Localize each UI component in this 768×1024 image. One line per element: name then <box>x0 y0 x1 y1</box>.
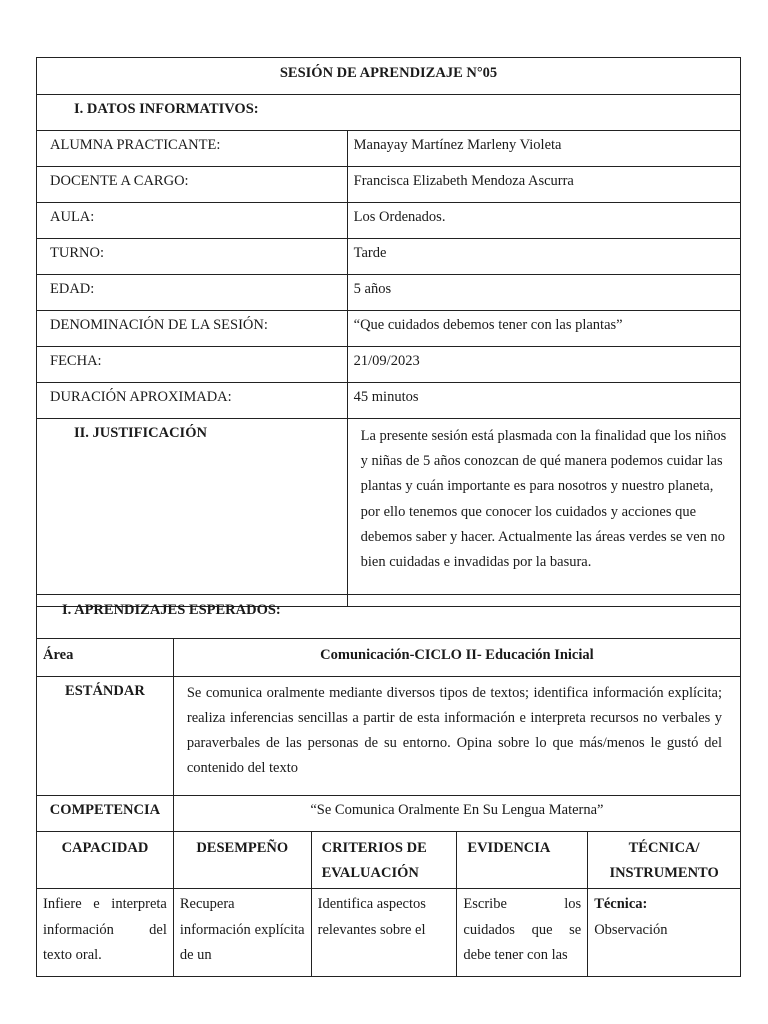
capacidad-cell: Infiere e interpreta información del texto oral. <box>37 889 174 977</box>
info-row <box>37 347 741 383</box>
col-desempeno: DESEMPEÑO <box>173 832 311 889</box>
justification-text: La presente sesión está plasmada con la finalidad que los niños y niñas de 5 años conozcan de qué manera podemos cuidar las plantas y cuán importante es para nosotros y nuestro planeta, por ello tenemos que conocer los cuidados y acciones que debemos saber y hacer. Actualmente las áreas verdes se ven no bien cuidadas e invadidas por la basura. <box>347 419 740 607</box>
info-value: 45 minutos <box>347 383 740 419</box>
info-label: AULA: <box>37 203 348 239</box>
session-title-cell <box>37 58 741 95</box>
info-row <box>37 275 741 311</box>
standard-label: ESTÁNDAR <box>37 677 174 796</box>
datos-informativos-heading <box>37 95 741 131</box>
info-value: 21/09/2023 <box>347 347 740 383</box>
desempeno-cell: Recupera información explícita de un <box>173 889 311 977</box>
info-value: “Que cuidados debemos tener con las plantas” <box>347 311 740 347</box>
info-value: Francisca Elizabeth Mendoza Ascurra <box>347 167 740 203</box>
info-value: Tarde <box>347 239 740 275</box>
col-criterios: CRITERIOS DE EVALUACIÓN <box>311 832 457 889</box>
info-row <box>37 203 741 239</box>
col-evidencia: EVIDENCIA <box>457 832 588 889</box>
evidencia-cell: Escribe los cuidados que se debe tener con las <box>457 889 588 977</box>
info-value: Los Ordenados. <box>347 203 740 239</box>
tecnica-cell <box>588 889 741 977</box>
session-info-table <box>36 57 741 607</box>
info-row <box>37 311 741 347</box>
info-value: 5 años <box>347 275 740 311</box>
area-value: Comunicación-CICLO II- Educación Inicial <box>173 639 740 677</box>
info-label: ALUMNA PRACTICANTE: <box>37 131 348 167</box>
competence-value: “Se Comunica Oralmente En Su Lengua Materna” <box>173 796 740 832</box>
learning-table <box>36 594 741 977</box>
info-row <box>37 383 741 419</box>
table-row <box>37 889 741 977</box>
standard-text: Se comunica oralmente mediante diversos tipos de textos; identifica información explícita; realiza inferencias sencillas a partir de esta información e interpreta recursos no verbales y paraverbales de las personas de su entorno. Opina sobre lo que más/menos le gustó del contenido del texto <box>173 677 740 796</box>
session-title: SESIÓN DE APRENDIZAJE N°05 <box>279 65 498 81</box>
info-row <box>37 131 741 167</box>
info-label: DOCENTE A CARGO: <box>37 167 348 203</box>
info-label: TURNO: <box>37 239 348 275</box>
tecnica-value: Observación <box>594 921 668 938</box>
info-label: FECHA: <box>37 347 348 383</box>
info-row <box>37 167 741 203</box>
col-tecnica: TÉCNICA/ INSTRUMENTO <box>588 832 741 889</box>
info-row <box>37 239 741 275</box>
tecnica-label: Técnica: <box>594 896 648 912</box>
info-label: DURACIÓN APROXIMADA: <box>37 383 348 419</box>
justification-heading: II. JUSTIFICACIÓN <box>37 419 348 607</box>
aprendizajes-heading: I. APRENDIZAJES ESPERADOS: <box>37 595 741 639</box>
info-label: EDAD: <box>37 275 348 311</box>
competence-label: COMPETENCIA <box>37 796 174 832</box>
col-capacidad: CAPACIDAD <box>37 832 174 889</box>
criterios-cell: Identifica aspectos relevantes sobre el <box>311 889 457 977</box>
info-label: DENOMINACIÓN DE LA SESIÓN: <box>37 311 348 347</box>
info-value: Manayay Martínez Marleny Violeta <box>347 131 740 167</box>
area-label: Área <box>37 639 174 677</box>
section-heading: I. DATOS INFORMATIVOS: <box>74 101 259 117</box>
